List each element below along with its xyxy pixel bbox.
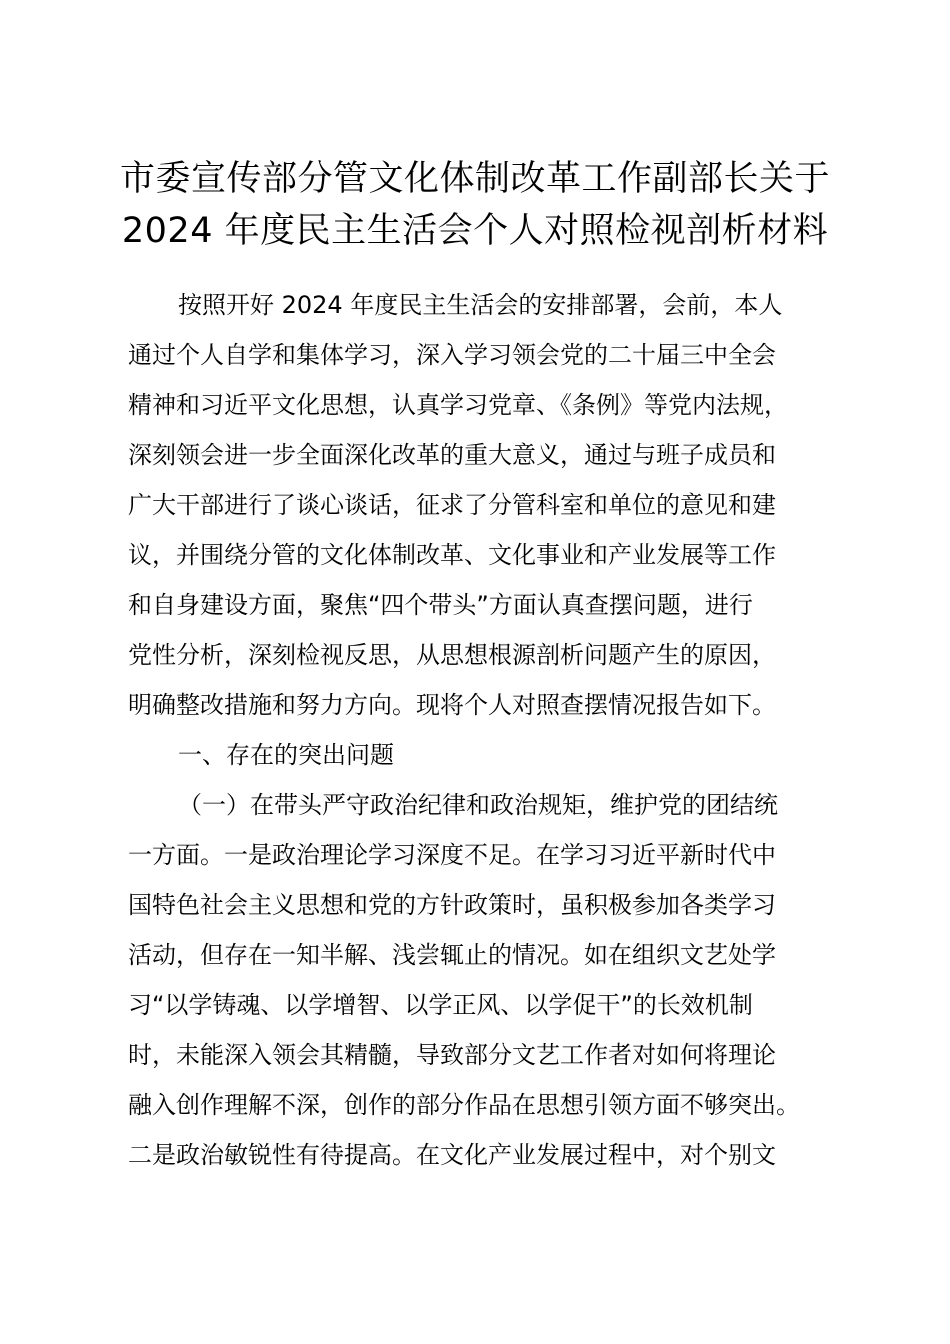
body-line-6: 议，并围绕分管的文化体制改革、文化事业和产业发展等工作 bbox=[128, 541, 776, 569]
body-line-5: 广大干部进行了谈心谈话，征求了分管科室和单位的意见和建 bbox=[128, 491, 776, 519]
body-line-11: （一）在带头严守政治纪律和政治规矩，维护党的团结统 bbox=[178, 791, 778, 819]
body-line-2: 通过个人自学和集体学习，深入学习领会党的二十届三中全会 bbox=[128, 341, 776, 369]
body-line-3: 精神和习近平文化思想，认真学习党章、《条例》等党内法规， bbox=[128, 391, 788, 419]
document-title-line-1: 市委宣传部分管文化体制改革工作副部长关于 bbox=[119, 159, 830, 199]
document-title-line-2: 2024 年度民主生活会个人对照检视剖析材料 bbox=[121, 211, 829, 251]
section-heading: 一、存在的突出问题 bbox=[178, 741, 394, 769]
body-line-8: 党性分析，深刻检视反思，从思想根源剖析问题产生的原因， bbox=[128, 641, 776, 669]
body-line-15: 习“以学铸魂、以学增智、以学正风、以学促干”的长效机制 bbox=[128, 991, 753, 1019]
body-line-14: 活动，但存在一知半解、浅尝辄止的情况。如在组织文艺处学 bbox=[128, 941, 776, 969]
body-line-16: 时，未能深入领会其精髓，导致部分文艺工作者对如何将理论 bbox=[128, 1041, 776, 1069]
body-line-9: 明确整改措施和努力方向。现将个人对照查摆情况报告如下。 bbox=[128, 691, 776, 719]
body-line-17: 融入创作理解不深，创作的部分作品在思想引领方面不够突出。 bbox=[128, 1091, 800, 1119]
body-line-18: 二是政治敏锐性有待提高。在文化产业发展过程中，对个别文 bbox=[128, 1141, 776, 1169]
body-line-1: 按照开好 2024 年度民主生活会的安排部署，会前，本人 bbox=[178, 291, 783, 319]
body-line-13: 国特色社会主义思想和党的方针政策时，虽积极参加各类学习 bbox=[128, 891, 776, 919]
body-line-7: 和自身建设方面，聚焦“四个带头”方面认真查摆问题，进行 bbox=[128, 591, 753, 619]
body-line-12: 一方面。一是政治理论学习深度不足。在学习习近平新时代中 bbox=[128, 841, 776, 869]
body-line-4: 深刻领会进一步全面深化改革的重大意义，通过与班子成员和 bbox=[128, 441, 776, 469]
